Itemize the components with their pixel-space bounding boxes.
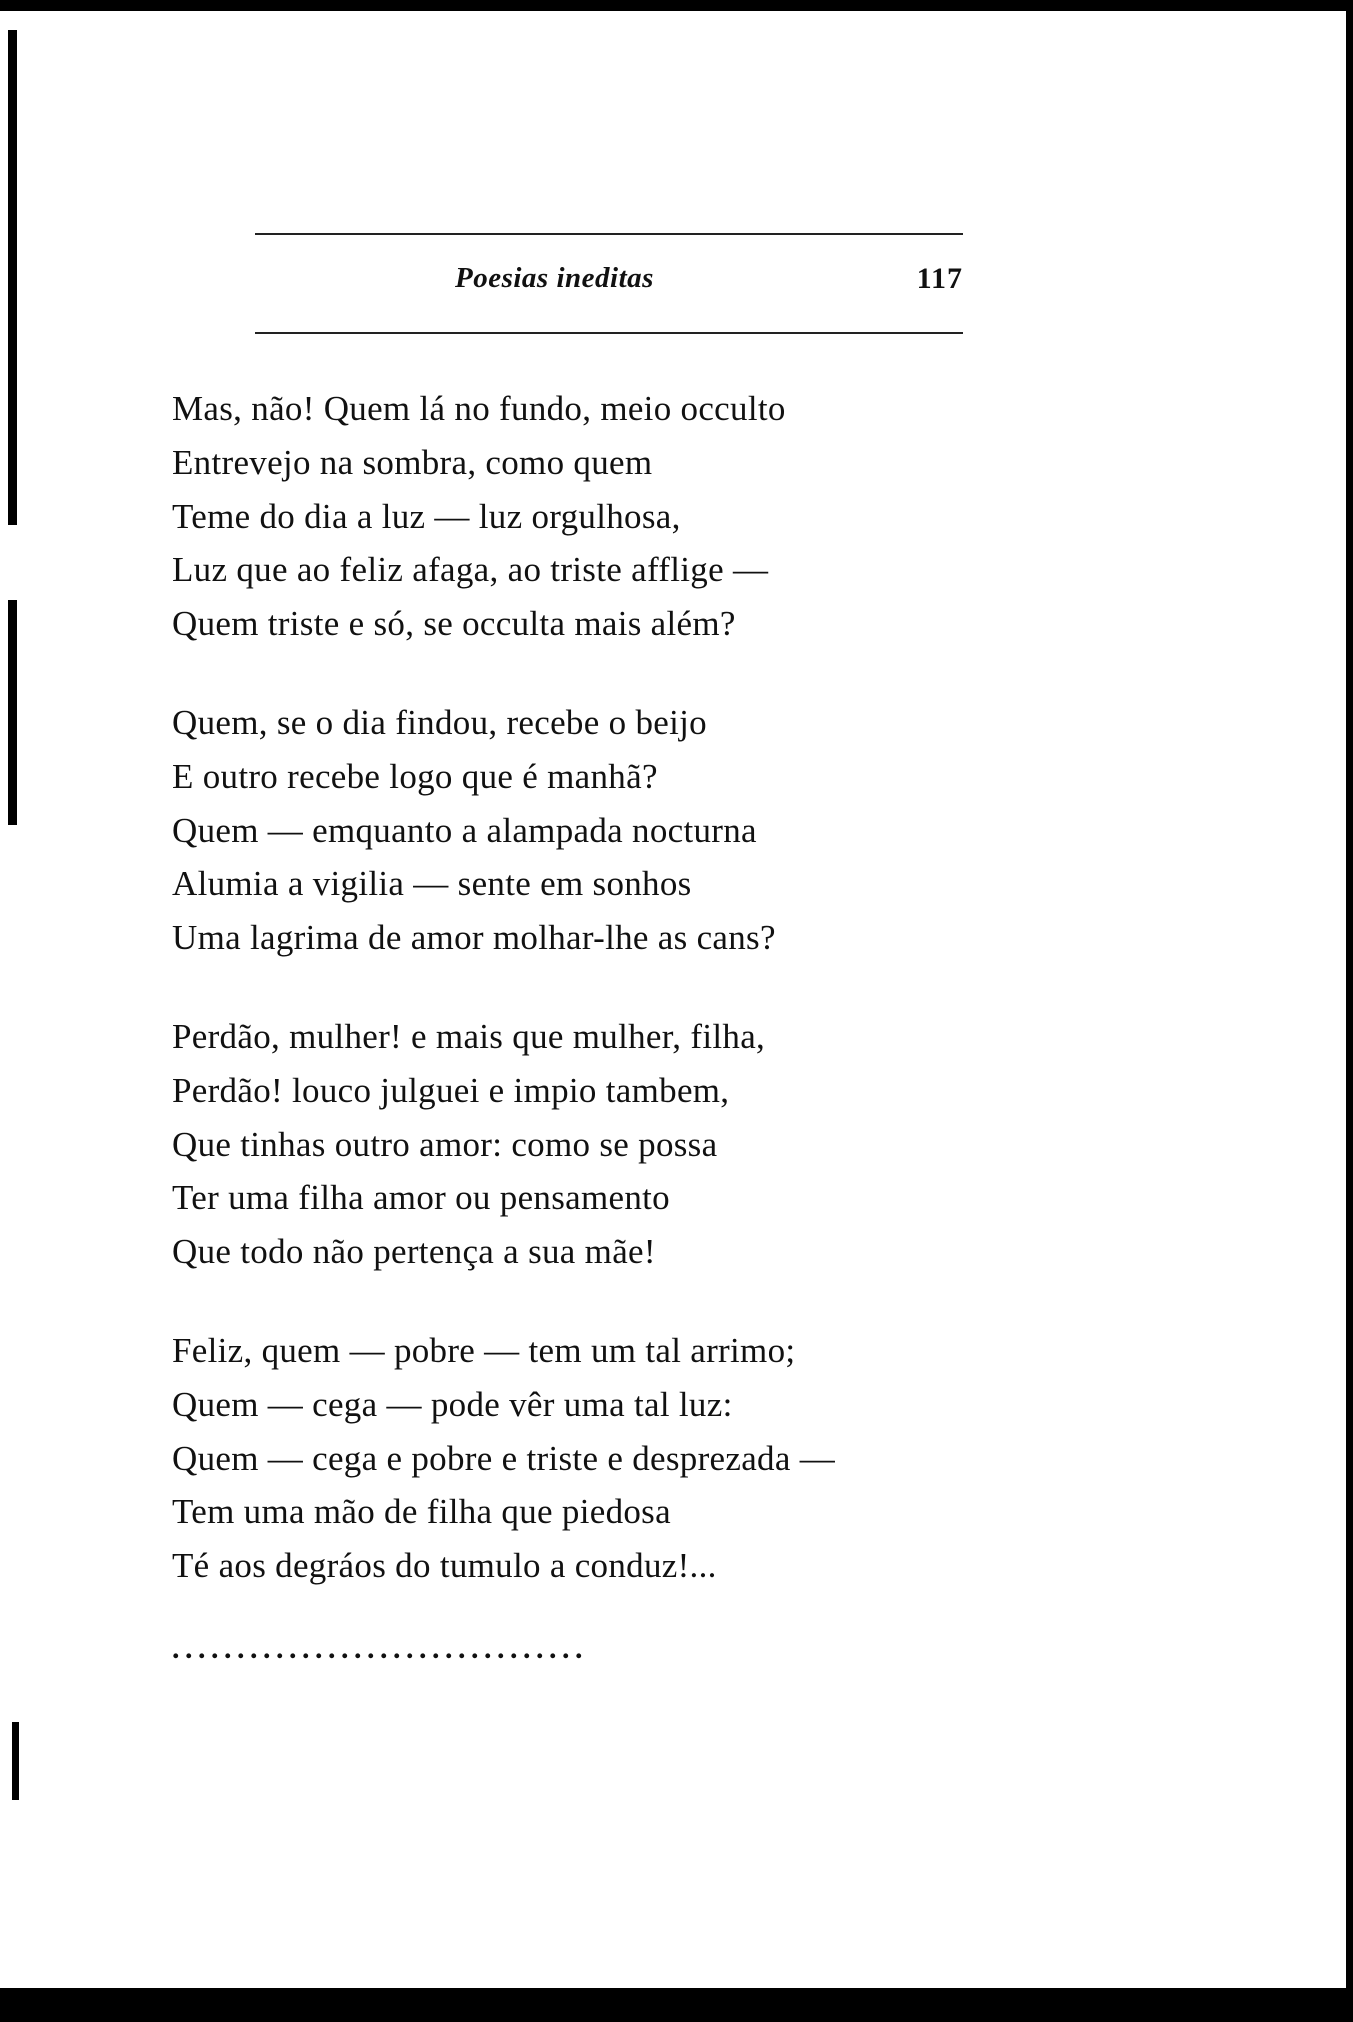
verse-line: Perdão! louco julguei e impio tambem, [172,1070,730,1110]
header-bottom-rule [255,332,963,334]
scan-border-right [1346,0,1353,2022]
verse-line: Feliz, quem — pobre — tem um tal arrimo; [172,1330,796,1370]
scan-edge-mark [8,600,17,825]
running-title: Poesias ineditas [455,262,654,294]
verse-line: Quem, se o dia findou, recebe o beijo [172,702,707,742]
end-dotted-line: ................................ [172,1632,588,1665]
verse-line: Quem triste e só, se occulta mais além? [172,604,736,644]
verse-line: Que todo não pertença a sua mãe! [172,1232,656,1272]
scan-edge-mark [8,30,17,525]
running-head [255,262,963,306]
verse-line: Luz que ao feliz afaga, ao triste afflige — [172,550,769,590]
header-top-rule [255,233,963,235]
stanza [172,382,932,651]
verse-line: Quem — emquanto a alampada nocturna [172,810,757,850]
page-number: 117 [916,262,963,295]
verse-line: Tem uma mão de filha que piedosa [172,1492,671,1532]
verse-line: Quem — cega — pode vêr uma tal luz: [172,1384,733,1424]
verse-line: Alumia a vigilia — sente em sonhos [172,864,692,904]
verse-line: Mas, não! Quem lá no fundo, meio occulto [172,389,786,428]
stanza [172,1010,932,1279]
scan-border-bottom [0,1988,1353,2022]
verse-line: Ter uma filha amor ou pensamento [172,1178,670,1218]
stanza [172,1324,932,1593]
verse-line: Uma lagrima de amor molhar-lhe as cans? [172,918,776,958]
poem-body [172,382,932,1638]
verse-line: E outro recebe logo que é manhã? [172,756,658,796]
scan-border-top [0,0,1353,11]
verse-line: Té aos degráos do tumulo a conduz!... [172,1546,717,1586]
verse-line: Perdão, mulher! e mais que mulher, filha, [172,1016,766,1056]
stanza [172,696,932,965]
verse-line: Quem — cega e pobre e triste e desprezada — [172,1438,836,1478]
verse-line: Teme do dia a luz — luz orgulhosa, [172,496,681,536]
verse-line: Entrevejo na sombra, como quem [172,442,653,482]
scan-edge-mark [12,1722,19,1800]
verse-line: Que tinhas outro amor: como se possa [172,1124,718,1164]
